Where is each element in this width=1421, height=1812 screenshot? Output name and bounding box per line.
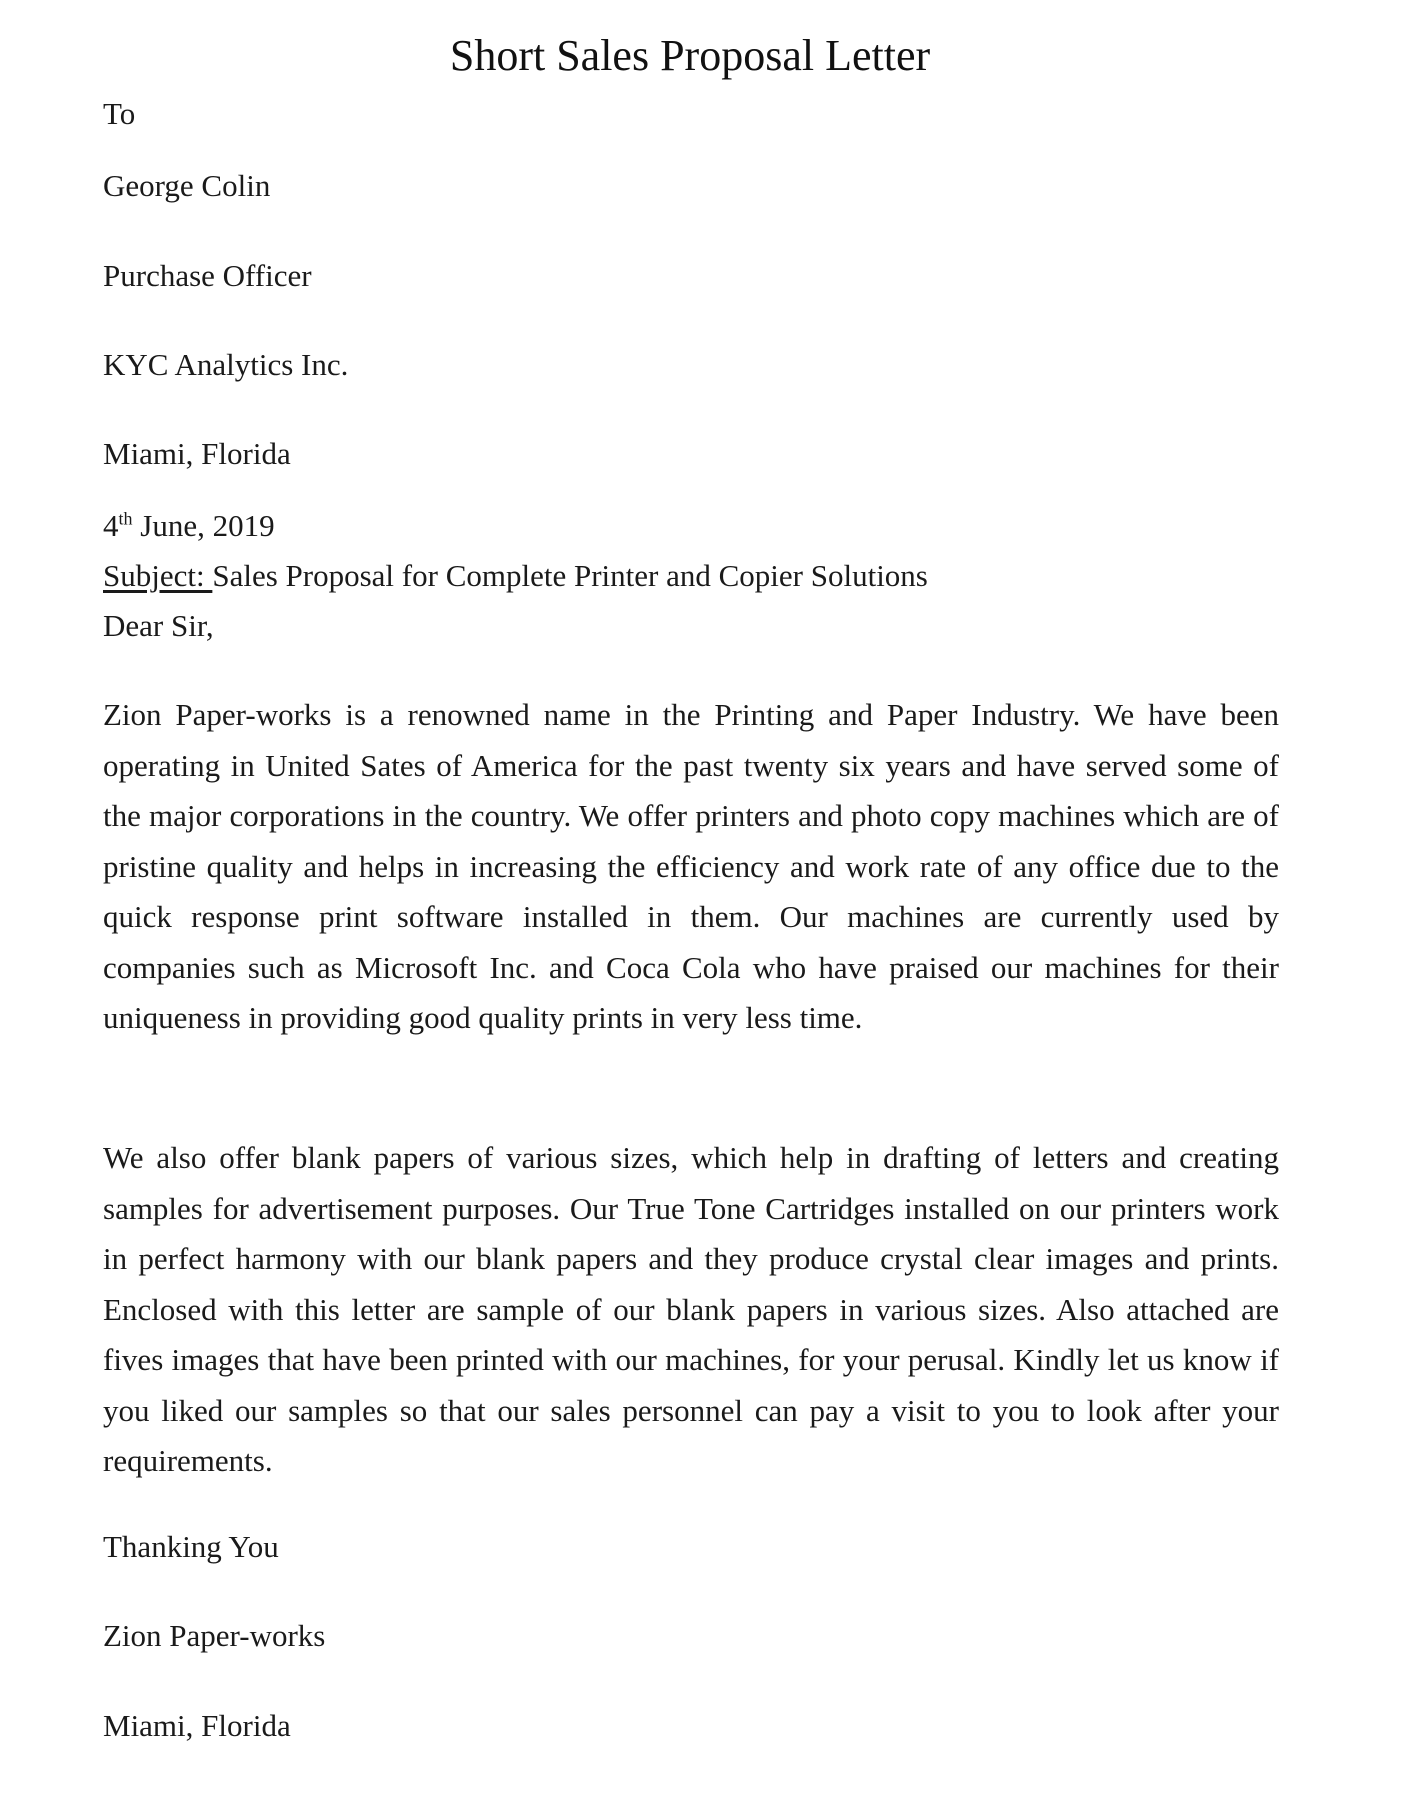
body-paragraph-1: Zion Paper-works is a renowned name in the Printing and Paper Industry. We have been operating in United Sates of America for the past twenty six years and have served some of the major corporations in the country. We offer printers and photo copy machines which are of pristine quality and helps in increasing the efficiency and work rate of any office due to the quick response print software installed in them. Our machines are currently used by companies such as Microsoft Inc. and Coca Cola who have praised our machines for their uniqueness in providing good quality prints in very less time. (103, 697, 1279, 1035)
recipient-position: Purchase Officer (103, 258, 312, 293)
recipient-company: KYC Analytics Inc. (103, 347, 349, 382)
sender-name: Zion Paper-works (103, 1618, 326, 1653)
date-day: 4 (103, 508, 119, 543)
subject-label: Subject: (103, 558, 213, 593)
body-paragraph-2: We also offer blank papers of various sizes, which help in drafting of letters and creating samples for advertisement purposes. Our True Tone Cartridges installed on our printers work in perfect harmony with our blank papers and they produce crystal clear images and prints. Enclosed with this letter are sample of our blank papers in various sizes. Also attached are fives images that have been printed with our machines, for your perusal. Kindly let us know if you liked our samples so that our sales personnel can pay a visit to you to look after your requirements. (103, 1140, 1279, 1478)
salutation: Dear Sir, (103, 608, 214, 643)
letter-date (103, 508, 275, 544)
date-suffix: th (118, 508, 133, 529)
to-label: To (103, 96, 136, 131)
recipient-location: Miami, Florida (103, 436, 291, 471)
sender-location: Miami, Florida (103, 1708, 291, 1743)
date-rest: June, 2019 (132, 508, 275, 543)
closing: Thanking You (103, 1529, 279, 1564)
subject-line (103, 558, 928, 594)
subject-text: Sales Proposal for Complete Printer and Copier Solutions (212, 558, 928, 593)
recipient-name: George Colin (103, 168, 271, 203)
page-title: Short Sales Proposal Letter (449, 31, 931, 80)
